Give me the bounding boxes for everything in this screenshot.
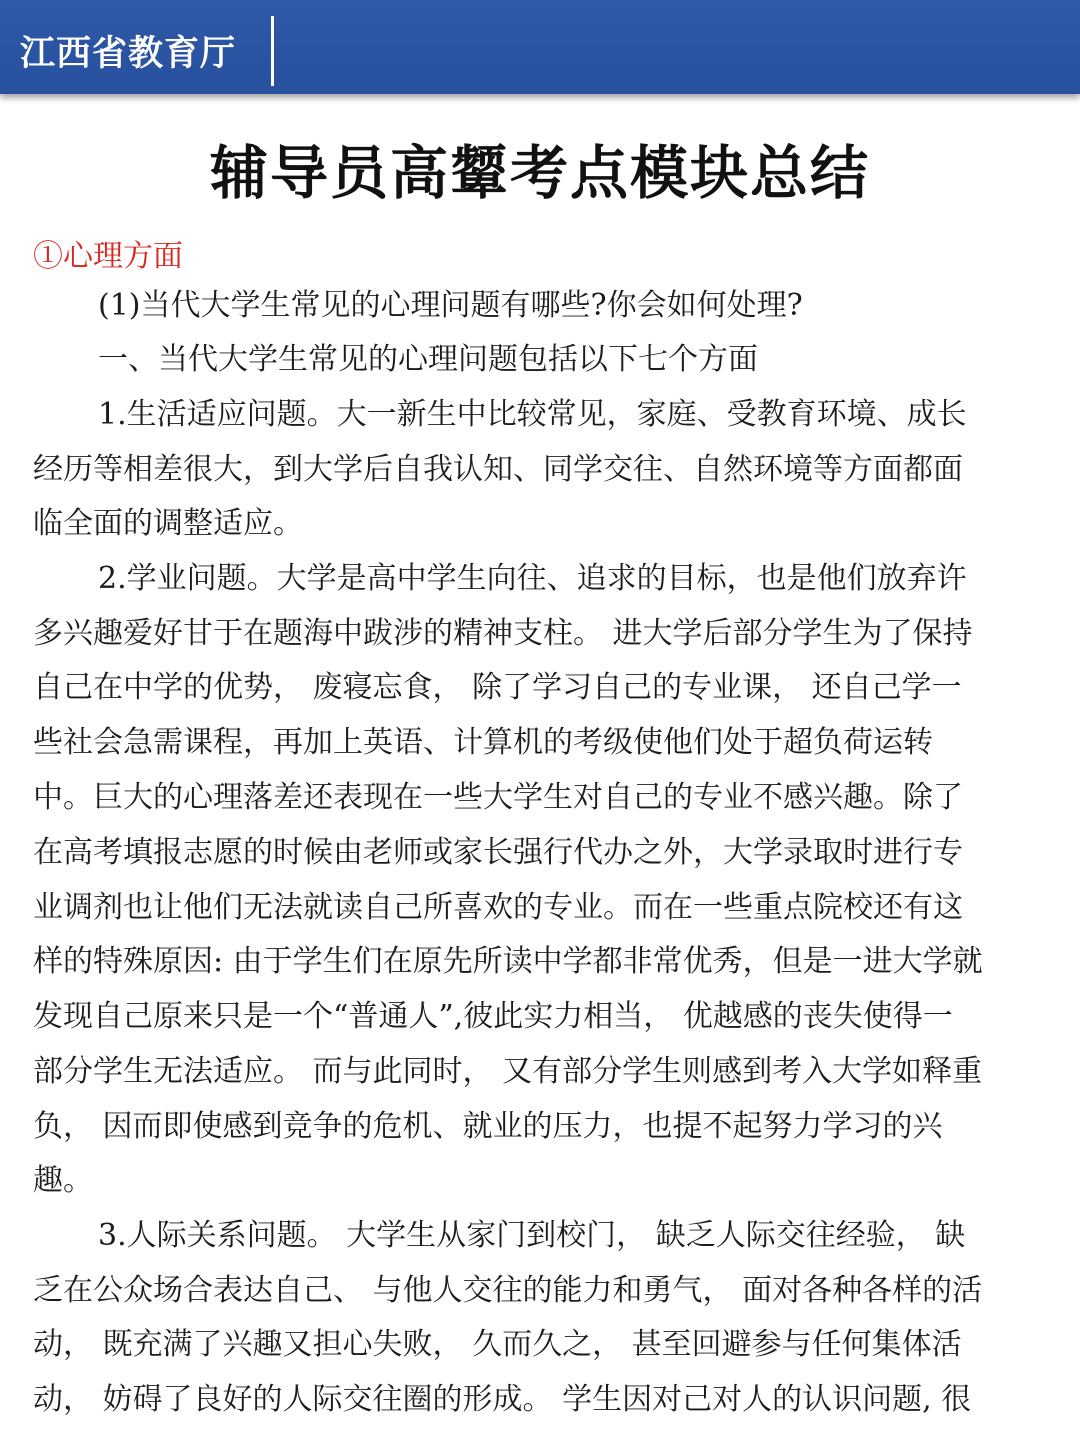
paragraph-line: 3.人际关系问题。 大学生从家门到校门， 缺乏人际交往经验， 缺 (98, 1218, 966, 1253)
question-line: (1)当代大学生常见的心理问题有哪些?你会如何处理? (98, 288, 803, 323)
paragraph-line: 业调剂也让他们无法就读自己所喜欢的专业。而在一些重点院校还有这 (33, 890, 963, 925)
page-title: 辅导员高颦考点模块总结 (209, 139, 870, 207)
header-divider (271, 16, 274, 86)
paragraph-line: 自己在中学的优势， 废寝忘食， 除了学习自己的专业课， 还自己学一 (33, 670, 962, 705)
paragraph-line: 1.生活适应问题。大一新生中比较常见，家庭、受教育环境、成长 (98, 397, 967, 432)
org-name: 江西省教育厅 (20, 34, 237, 74)
paragraph-line: 发现自己原来只是一个“普通人”,彼此实力相当， 优越感的丧失使得一 (33, 999, 953, 1034)
paragraph-line: 负， 因而即使感到竞争的危机、就业的压力，也提不起努力学习的兴 (33, 1109, 943, 1144)
header-bar (0, 0, 1080, 94)
section-heading: ①心理方面 (33, 239, 183, 274)
paragraph-line: 趣。 (33, 1163, 93, 1198)
paragraph-line: 在高考填报志愿的时候由老师或家长强行代办之外，大学录取时进行专 (33, 835, 963, 870)
paragraph-line: 动， 妨碍了良好的人际交往圈的形成。 学生因对己对人的认识问题, 很 (33, 1382, 972, 1417)
paragraph-line: 乏在公众场合表达自己、 与他人交往的能力和勇气， 面对各种各样的活 (33, 1273, 983, 1308)
answer-intro-line: 一、当代大学生常见的心理问题包括以下七个方面 (98, 342, 758, 377)
paragraph-line: 经历等相差很大，到大学后自我认知、同学交往、自然环境等方面都面 (33, 452, 963, 487)
paragraph-line: 动， 既充满了兴趣又担心失败， 久而久之， 甚至回避参与任何集体活 (33, 1327, 962, 1362)
paragraph-line: 多兴趣爱好甘于在题海中跋涉的精神支柱。 进大学后部分学生为了保持 (33, 616, 973, 651)
paragraph-line: 临全面的调整适应。 (33, 506, 303, 541)
paragraph-line: 部分学生无法适应。 而与此同时， 又有部分学生则感到考入大学如释重 (33, 1054, 983, 1089)
paragraph-line: 样的特殊原因: 由于学生们在原先所读中学都非常优秀，但是一进大学就 (33, 944, 983, 979)
paragraph-line: 中。巨大的心理落差还表现在一些大学生对自己的专业不感兴趣。除了 (33, 780, 963, 815)
paragraph-line: 2.学业问题。大学是高中学生向往、追求的目标，也是他们放弃许 (98, 561, 967, 596)
paragraph-line: 些社会急需课程，再加上英语、计算机的考级使他们处于超负荷运转 (33, 725, 933, 760)
